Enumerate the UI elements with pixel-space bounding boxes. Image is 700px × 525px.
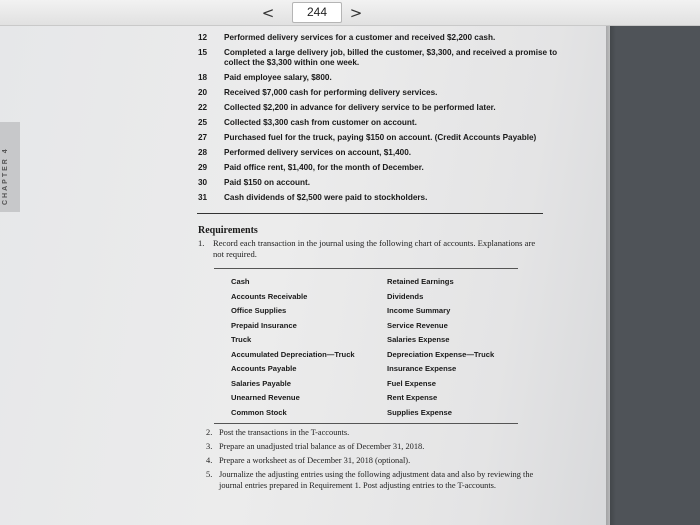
transaction-text: Paid office rent, $1,400, for the month of December. bbox=[224, 163, 424, 172]
requirement-item bbox=[206, 470, 546, 491]
account-name: Service Revenue bbox=[387, 320, 448, 330]
transaction-item bbox=[198, 33, 578, 43]
chart-of-accounts-bottom-rule bbox=[214, 423, 518, 424]
transaction-day: 22 bbox=[198, 103, 208, 112]
transaction-item bbox=[198, 148, 578, 158]
requirement-text: Record each transaction in the journal using the following chart of accounts. Explanations are not required. bbox=[213, 238, 536, 259]
requirement-number: 1. bbox=[198, 238, 205, 248]
requirement-number: 5. bbox=[206, 470, 213, 479]
account-name: Supplies Expense bbox=[387, 407, 452, 417]
account-name: Common Stock bbox=[231, 407, 287, 417]
account-name: Accounts Payable bbox=[231, 364, 297, 373]
transaction-day: 28 bbox=[198, 148, 208, 157]
transaction-day: 29 bbox=[198, 163, 208, 172]
transaction-item bbox=[198, 178, 578, 188]
requirement-text: Post the transactions in the T-accounts. bbox=[219, 428, 350, 437]
account-name: Salaries Expense bbox=[387, 335, 450, 344]
transaction-item bbox=[198, 193, 578, 203]
transaction-text: Collected $3,300 cash from customer on account. bbox=[224, 118, 417, 127]
transaction-text: Cash dividends of $2,500 were paid to stockholders. bbox=[224, 193, 428, 202]
account-name: Salaries Payable bbox=[231, 378, 291, 388]
account-name: Accounts Receivable bbox=[231, 291, 308, 301]
requirement-item bbox=[206, 428, 546, 439]
account-name: Depreciation Expense—Truck bbox=[387, 349, 495, 359]
transaction-list bbox=[198, 33, 578, 208]
account-name: Insurance Expense bbox=[387, 364, 457, 373]
transaction-text: Completed a large delivery job, billed the customer, $3,300, and received a promise to collect the $3,300 within one week. bbox=[224, 48, 558, 67]
transaction-day: 18 bbox=[198, 73, 208, 82]
account-name: Accumulated Depreciation—Truck bbox=[231, 349, 355, 359]
transaction-text: Performed delivery services on account, $1,400. bbox=[224, 148, 412, 157]
requirement-number: 2. bbox=[206, 428, 213, 437]
requirement-text: Journalize the adjusting entries using the following adjustment data and also by reviewing the journal entries prepared in Requirement 1. Post adjusting entries to the T-accounts. bbox=[219, 470, 534, 490]
account-name: Cash bbox=[231, 277, 250, 286]
next-page-button[interactable] bbox=[344, 3, 368, 23]
account-name: Rent Expense bbox=[387, 393, 438, 402]
chart-of-accounts-left-column bbox=[231, 275, 391, 420]
transaction-day: 25 bbox=[198, 118, 208, 127]
transaction-item bbox=[198, 73, 578, 83]
requirement-number: 3. bbox=[206, 442, 213, 451]
transaction-day: 31 bbox=[198, 193, 208, 202]
account-name: Prepaid Insurance bbox=[231, 320, 297, 330]
chart-of-accounts-right-column bbox=[387, 275, 547, 420]
account-name: Dividends bbox=[387, 291, 424, 301]
transaction-item bbox=[198, 163, 578, 173]
transaction-day: 27 bbox=[198, 133, 208, 142]
account-name: Retained Earnings bbox=[387, 277, 454, 286]
chevron-right-icon: > bbox=[349, 4, 363, 22]
transaction-item bbox=[198, 103, 578, 113]
transaction-item bbox=[198, 48, 578, 68]
transaction-day: 20 bbox=[198, 88, 208, 97]
page-number-field[interactable]: 244 bbox=[292, 2, 342, 23]
requirement-item bbox=[206, 442, 546, 453]
transaction-text: Purchased fuel for the truck, paying $150 on account. (Credit Accounts Payable) bbox=[224, 133, 537, 142]
transaction-text: Collected $2,200 in advance for delivery service to be performed later. bbox=[224, 103, 496, 112]
account-name: Office Supplies bbox=[231, 306, 287, 315]
account-name: Unearned Revenue bbox=[231, 393, 300, 402]
transaction-item bbox=[198, 133, 578, 143]
chevron-left-icon: < bbox=[261, 4, 275, 22]
section-divider bbox=[197, 213, 543, 214]
requirement-number: 4. bbox=[206, 456, 213, 465]
account-name: Truck bbox=[231, 335, 252, 344]
transaction-day: 12 bbox=[198, 33, 208, 42]
requirement-text: Prepare a worksheet as of December 31, 2018 (optional). bbox=[219, 456, 411, 465]
chapter-label: CHAPTER 4 bbox=[2, 147, 9, 205]
transaction-text: Performed delivery services for a customer and received $2,200 cash. bbox=[224, 33, 496, 42]
requirement-item bbox=[206, 456, 546, 467]
transaction-text: Received $7,000 cash for performing delivery services. bbox=[224, 88, 438, 97]
page-edge-shadow bbox=[606, 26, 616, 525]
chart-of-accounts-top-rule bbox=[214, 268, 518, 269]
transaction-day: 30 bbox=[198, 178, 208, 187]
transaction-day: 15 bbox=[198, 48, 208, 57]
requirement-item bbox=[198, 238, 538, 259]
account-name: Fuel Expense bbox=[387, 378, 436, 388]
page-navigation-bar bbox=[0, 0, 700, 26]
requirement-text: Prepare an unadjusted trial balance as of December 31, 2018. bbox=[219, 442, 425, 451]
requirements-list bbox=[206, 428, 546, 495]
previous-page-button[interactable] bbox=[256, 3, 280, 23]
transaction-text: Paid $150 on account. bbox=[224, 178, 310, 187]
transaction-item bbox=[198, 118, 578, 128]
account-name: Income Summary bbox=[387, 306, 451, 315]
transaction-item bbox=[198, 88, 578, 98]
requirements-heading: Requirements bbox=[198, 225, 258, 236]
transaction-text: Paid employee salary, $800. bbox=[224, 73, 332, 82]
